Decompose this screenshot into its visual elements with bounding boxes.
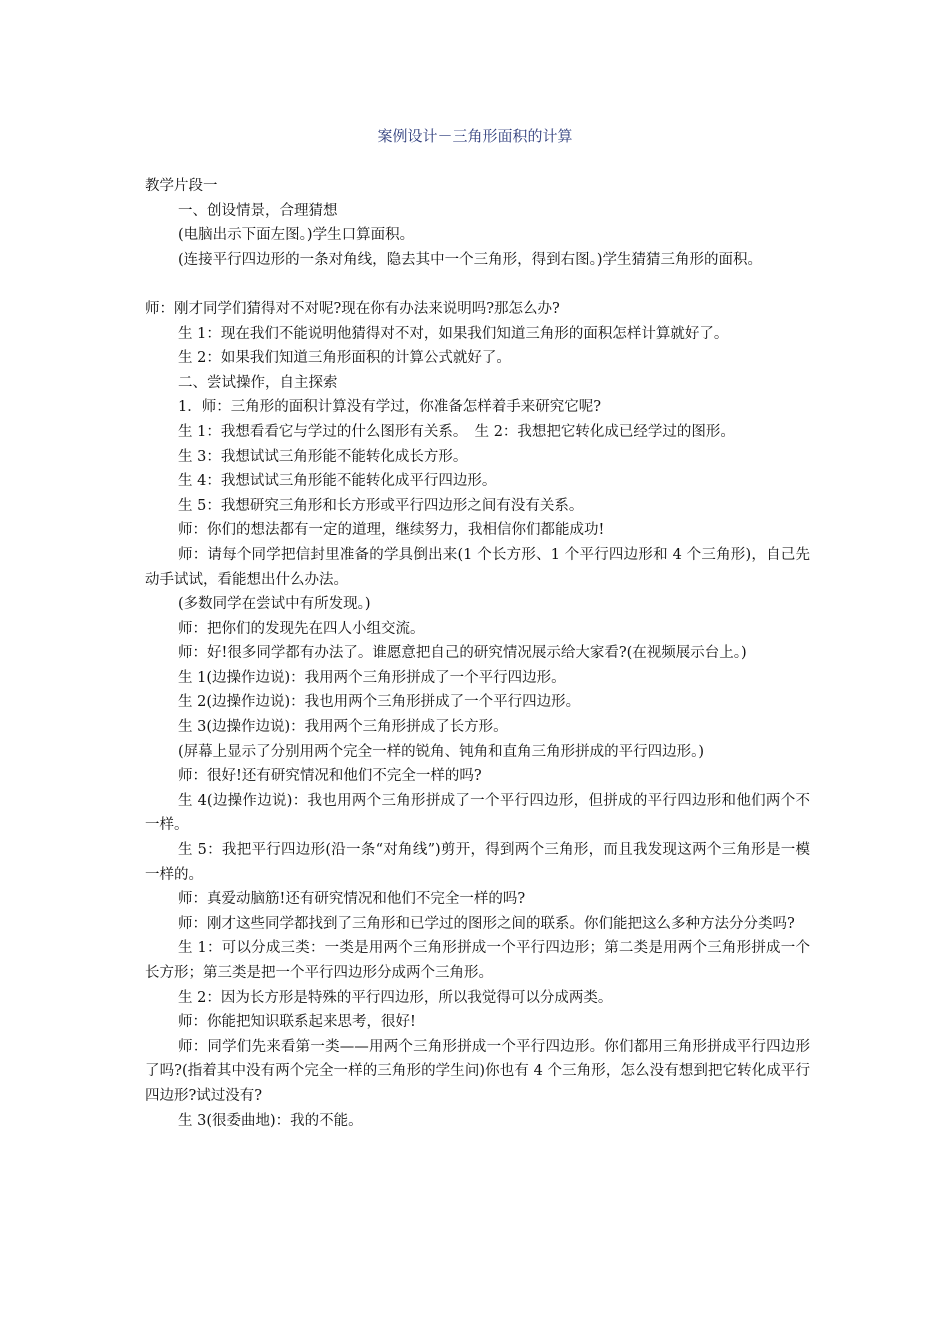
paragraph: 师：请每个同学把信封里准备的学具倒出来(1 个长方形、1 个平行四边形和 4 个三角形)，自己先动手试试，看能想出什么办法。 — [145, 546, 810, 588]
paragraph: 生 2：如果我们知道三角形面积的计算公式就好了。 — [178, 350, 511, 367]
paragraph: (连接平行四边形的一条对角线，隐去其中一个三角形，得到右图。)学生猜猜三角形的面积。 — [178, 251, 763, 268]
paragraph: 生 1：可以分成三类：一类是用两个三角形拼成一个平行四边形；第二类是用两个三角形拼成一个长方形；第三类是把一个平行四边形分成两个三角形。 — [145, 940, 810, 981]
blank-line — [145, 272, 810, 297]
paragraph: 师：刚才这些同学都找到了三角形和已学过的图形之间的联系。你们能把这么多种方法分分类吗? — [178, 915, 795, 932]
paragraph: 生 4：我想试试三角形能不能转化成平行四边形。 — [178, 473, 497, 490]
paragraph: 生 1：我想看看它与学过的什么图形有关系。 生 2：我想把它转化成已经学过的图形。 — [178, 423, 735, 440]
paragraph: 生 2：因为长方形是特殊的平行四边形，所以我觉得可以分成两类。 — [178, 989, 613, 1006]
paragraph: 师：很好!还有研究情况和他们不完全一样的吗? — [178, 768, 482, 785]
paragraph: 师：你能把知识联系起来思考，很好! — [178, 1014, 416, 1031]
paragraph: 生 3(边操作边说)：我用两个三角形拼成了长方形。 — [178, 719, 508, 736]
paragraph: 生 5：我想研究三角形和长方形或平行四边形之间有没有关系。 — [178, 497, 584, 514]
document-title: 案例设计－三角形面积的计算 — [377, 127, 573, 145]
paragraph: 生 1：现在我们不能说明他猜得对不对，如果我们知道三角形的面积怎样计算就好了。 — [178, 325, 729, 342]
paragraph: (电脑出示下面左图。)学生口算面积。 — [178, 227, 415, 244]
paragraph: 二、尝试操作，自主探索 — [178, 374, 338, 391]
paragraph: 教学片段一 — [145, 178, 218, 194]
paragraph: 师：刚才同学们猜得对不对呢?现在你有办法来说明吗?那怎么办? — [145, 300, 560, 317]
paragraph: 生 5：我把平行四边形(沿一条“对角线”)剪开，得到两个三角形，而且我发现这两个三角形是一模一样的。 — [145, 842, 810, 883]
paragraph: 1．师：三角形的面积计算没有学过，你准备怎样着手来研究它呢? — [178, 399, 601, 416]
paragraph: 一、创设情景，合理猜想 — [178, 202, 338, 219]
paragraph: 生 1(边操作边说)：我用两个三角形拼成了一个平行四边形。 — [178, 669, 566, 686]
paragraph: 师：好!很多同学都有办法了。谁愿意把自己的研究情况展示给大家看?(在视频展示台上。) — [178, 645, 747, 662]
paragraph: 师：把你们的发现先在四人小组交流。 — [178, 620, 425, 637]
paragraph: 生 4(边操作边说)：我也用两个三角形拼成了一个平行四边形，但拼成的平行四边形和他们两个不一样。 — [145, 792, 810, 834]
paragraph: 师：你们的想法都有一定的道理，继续努力，我相信你们都能成功! — [178, 522, 605, 539]
paragraph: (多数同学在尝试中有所发现。) — [178, 596, 371, 613]
paragraph: 师：同学们先来看第一类——用两个三角形拼成一个平行四边形。你们都用三角形拼成平行四边形了吗?(指着其中没有两个完全一样的三角形的学生问)你也有 4 个三角形，怎么没有想到把它转化成平行四边形?试过没有? — [145, 1038, 810, 1104]
paragraph: 生 2(边操作边说)：我也用两个三角形拼成了一个平行四边形。 — [178, 694, 581, 711]
paragraph: 生 3：我想试试三角形能不能转化成长方形。 — [178, 448, 468, 465]
paragraph: 生 3(很委曲地)：我的不能。 — [178, 1112, 363, 1129]
paragraph: 师：真爱动脑筋!还有研究情况和他们不完全一样的吗? — [178, 891, 526, 908]
document-body — [145, 174, 810, 1133]
paragraph: (屏幕上显示了分别用两个完全一样的锐角、钝角和直角三角形拼成的平行四边形。) — [178, 743, 705, 760]
